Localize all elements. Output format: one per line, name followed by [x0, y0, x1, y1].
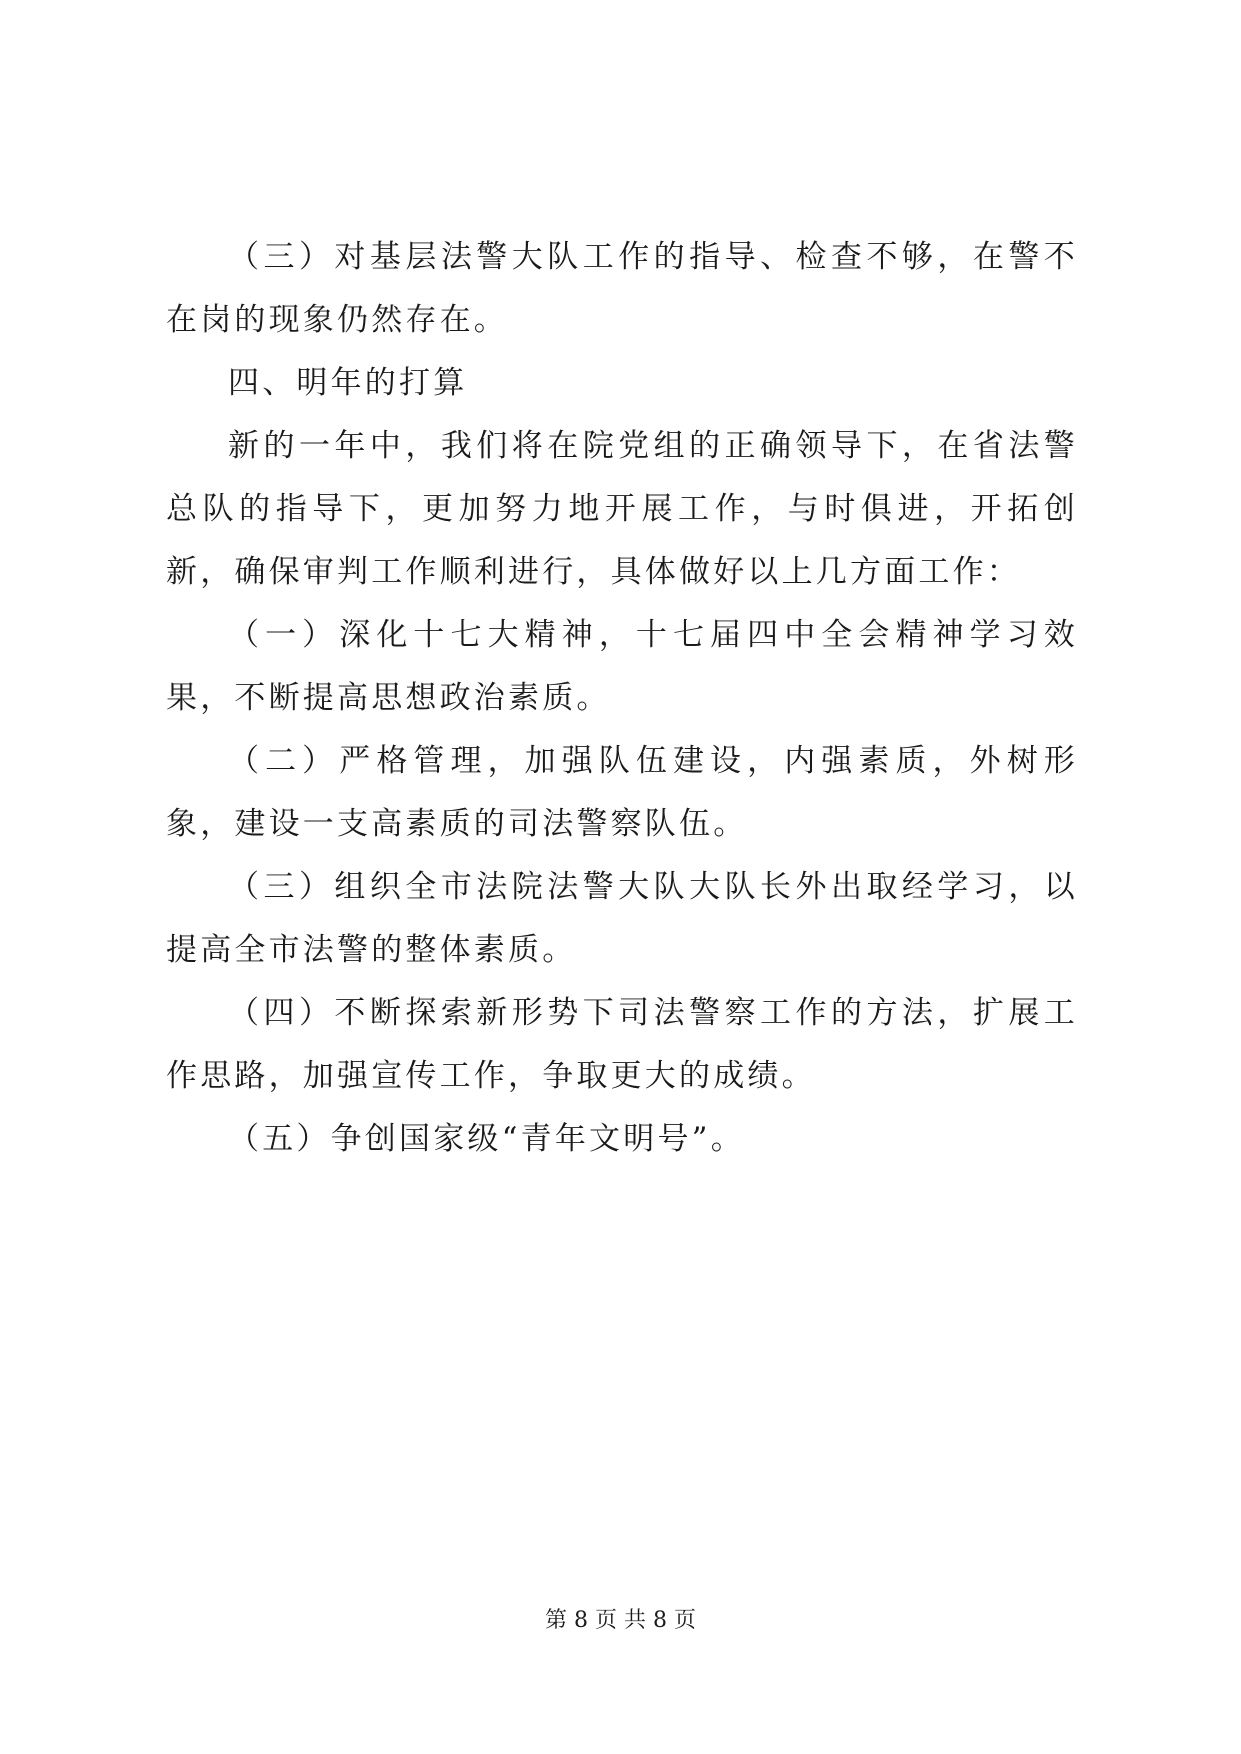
paragraph-plan-intro: 新的一年中，我们将在院党组的正确领导下，在省法警总队的指导下，更加努力地开展工作，与时俱进，开拓创新，确保审判工作顺利进行，具体做好以上几方面工作： [166, 428, 1078, 590]
document-body [166, 226, 1078, 1171]
paragraph-plan-item-1: （一）深化十七大精神，十七届四中全会精神学习效果，不断提高思想政治素质。 [166, 617, 1078, 716]
paragraph-plan-item-5: （五）争创国家级“青年文明号”。 [228, 1121, 745, 1157]
page-footer-number: 第 8 页 共 8 页 [545, 1608, 696, 1633]
paragraph-plan-item-4: （四）不断探索新形势下司法警察工作的方法，扩展工作思路，加强宣传工作，争取更大的成绩。 [166, 995, 1078, 1094]
paragraph-plan-item-2: （二）严格管理，加强队伍建设，内强素质，外树形象，建设一支高素质的司法警察队伍。 [166, 743, 1078, 842]
paragraph-plan-item-3: （三）组织全市法院法警大队大队长外出取经学习，以提高全市法警的整体素质。 [166, 869, 1078, 968]
paragraph-weakness-3: （三）对基层法警大队工作的指导、检查不够，在警不在岗的现象仍然存在。 [166, 239, 1078, 338]
section-heading-next-year-plan: 四、明年的打算 [228, 365, 468, 401]
